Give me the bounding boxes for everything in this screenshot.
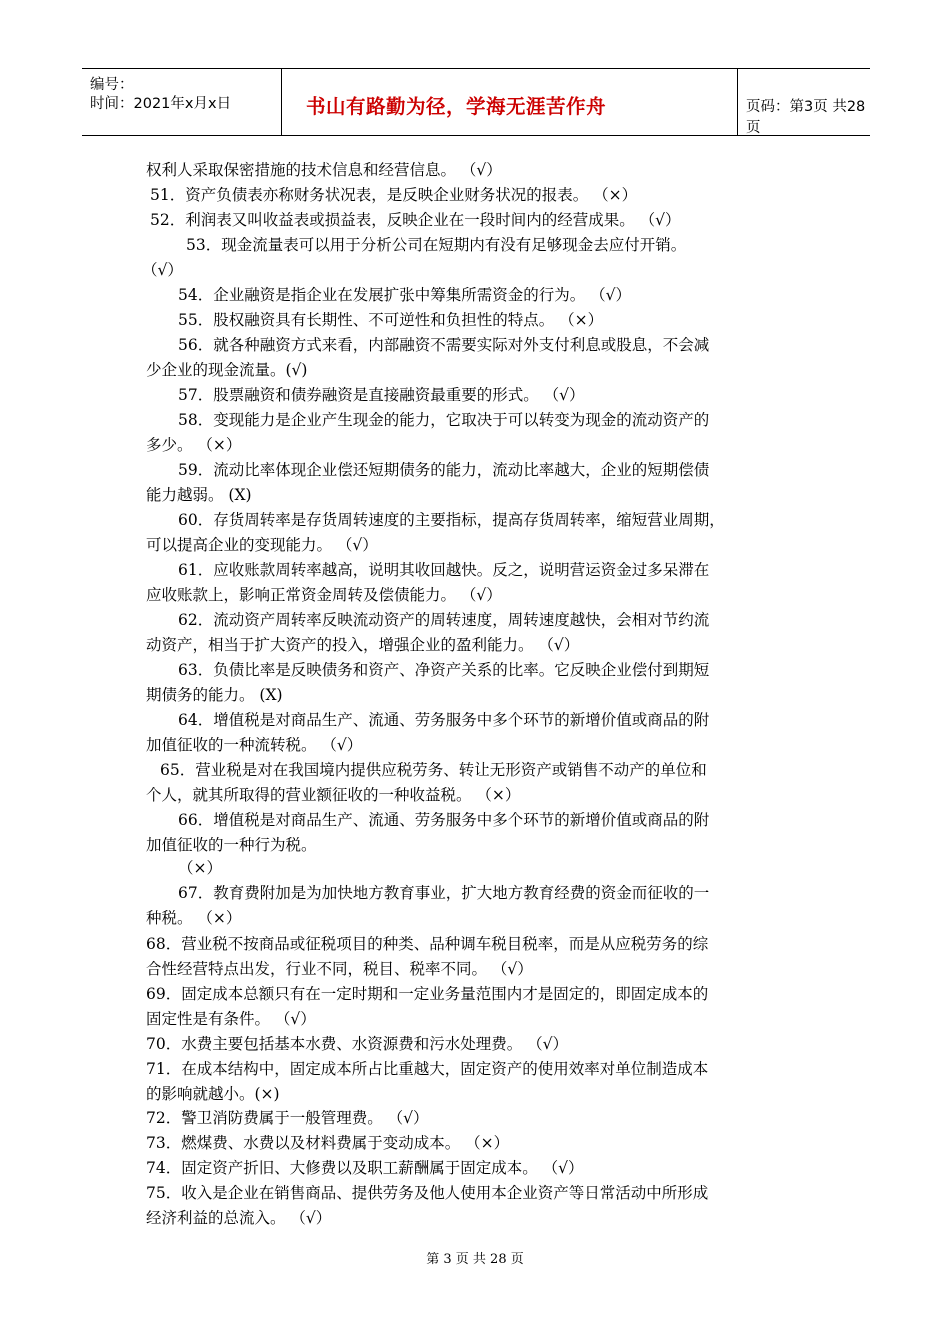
- text-line: 可以提高企业的变现能力。 （√）: [146, 536, 378, 554]
- text-line: 固定性是有条件。 （√）: [146, 1010, 316, 1028]
- text-line: 多少。 （×）: [146, 436, 242, 454]
- text-line: 54．企业融资是指企业在发展扩张中筹集所需资金的行为。 （√）: [178, 286, 632, 304]
- text-line: （√）: [142, 261, 183, 279]
- text-line: 74．固定资产折旧、大修费以及职工薪酬属于固定成本。 （√）: [146, 1159, 584, 1177]
- text-line: 67．教育费附加是为加快地方教育事业，扩大地方教育经费的资金而征收的一: [178, 884, 710, 902]
- text-line: 期债务的能力。 (X): [146, 686, 283, 704]
- text-line: 65．营业税是对在我国境内提供应税劳务、转让无形资产或销售不动产的单位和: [160, 761, 707, 779]
- text-line: 69．固定成本总额只有在一定时期和一定业务量范围内才是固定的，即固定成本的: [146, 985, 709, 1003]
- text-line: 64．增值税是对商品生产、流通、劳务服务中多个环节的新增价值或商品的附: [178, 711, 710, 729]
- text-line: 57．股票融资和债券融资是直接融资最重要的形式。 （√）: [178, 386, 585, 404]
- text-line: 权利人采取保密措施的技术信息和经营信息。 （√）: [146, 161, 502, 179]
- document-date: 时间：2021年x月x日: [90, 96, 232, 112]
- text-line: 应收账款上，影响正常资金周转及偿债能力。 （√）: [146, 586, 502, 604]
- text-line: 经济利益的总流入。 （√）: [146, 1209, 332, 1227]
- text-line: 能力越弱。 (X): [146, 486, 252, 504]
- document-number-label: 编号：: [90, 77, 134, 93]
- text-line: 51．资产负债表亦称财务状况表，是反映企业财务状况的报表。 （×）: [150, 186, 638, 204]
- text-line: 的影响就越小。(×): [146, 1085, 280, 1103]
- text-line: 52．利润表又叫收益表或损益表，反映企业在一段时间内的经营成果。 （√）: [150, 211, 681, 229]
- text-line: 58．变现能力是企业产生现金的能力，它取决于可以转变为现金的流动资产的: [178, 411, 710, 429]
- page-footer: 第 3 页 共 28 页: [426, 1252, 524, 1267]
- text-line: 72．警卫消防费属于一般管理费。 （√）: [146, 1109, 429, 1127]
- text-line: 61．应收账款周转率越高，说明其收回越快。反之，说明营运资金过多呆滞在: [178, 561, 710, 579]
- text-line: 56．就各种融资方式来看，内部融资不需要实际对外支付利息或股息，不会减: [178, 336, 710, 354]
- text-line: 合性经营特点出发，行业不同，税目、税率不同。 （√）: [146, 960, 533, 978]
- text-line: 71．在成本结构中，固定成本所占比重越大，固定资产的使用效率对单位制造成本: [146, 1060, 709, 1078]
- text-line: 63．负债比率是反映债务和资产、净资产关系的比率。它反映企业偿付到期短: [178, 661, 710, 679]
- text-line: 55．股权融资具有长期性、不可逆性和负担性的特点。 （×）: [178, 311, 604, 329]
- text-line: 加值征收的一种行为税。: [146, 836, 317, 854]
- text-line: 70．水费主要包括基本水费、水资源费和污水处理费。 （√）: [146, 1035, 569, 1053]
- text-line: 种税。 （×）: [146, 909, 242, 927]
- text-line: 个人，就其所取得的营业额征收的一种收益税。 （×）: [146, 786, 521, 804]
- header-page-info: 页码：第3页 共28页: [746, 99, 866, 136]
- text-line: 66．增值税是对商品生产、流通、劳务服务中多个环节的新增价值或商品的附: [178, 811, 710, 829]
- text-line: 60．存货周转率是存货周转速度的主要指标，提高存货周转率，缩短营业周期，: [178, 511, 725, 529]
- text-line: 少企业的现金流量。(√): [146, 361, 308, 379]
- text-line: 73．燃煤费、水费以及材料费属于变动成本。 （×）: [146, 1134, 510, 1152]
- text-line: 59．流动比率体现企业偿还短期债务的能力，流动比率越大，企业的短期偿债: [178, 461, 710, 479]
- header-motto: 书山有路勤为径，学海无涯苦作舟: [306, 95, 607, 118]
- text-line: 动资产，相当于扩大资产的投入，增强企业的盈利能力。 （√）: [146, 636, 580, 654]
- text-line: 53．现金流量表可以用于分析公司在短期内有没有足够现金去应付开销。: [186, 236, 687, 254]
- text-line: （×）: [178, 859, 222, 877]
- text-line: 75．收入是企业在销售商品、提供劳务及他人使用本企业资产等日常活动中所形成: [146, 1184, 709, 1202]
- text-line: 68．营业税不按商品或征税项目的种类、品种调车税目税率，而是从应税劳务的综: [146, 935, 709, 953]
- text-line: 加值征收的一种流转税。 （√）: [146, 736, 363, 754]
- text-line: 62．流动资产周转率反映流动资产的周转速度，周转速度越快，会相对节约流: [178, 611, 710, 629]
